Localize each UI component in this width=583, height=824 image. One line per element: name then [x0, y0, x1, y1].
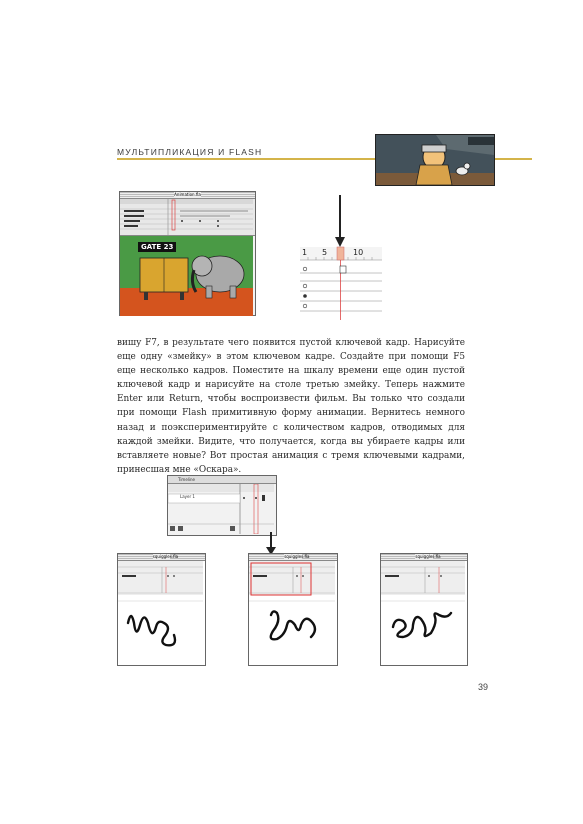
frame-screenshot-3: [380, 553, 468, 666]
header-illustration: [375, 134, 495, 186]
page-number: 39: [478, 682, 489, 692]
window-title: Animation.fla: [174, 192, 201, 197]
ruler-label-1: 1: [302, 248, 308, 257]
timeline-panel: [120, 199, 255, 236]
timeline-panel-screenshot: [167, 475, 277, 536]
layer-name: Layer 1: [180, 494, 195, 499]
window-title-3: squiggles.fla: [415, 554, 441, 559]
timeline-panel-title: Timeline: [178, 477, 196, 482]
section-title: МУЛЬТИПЛИКАЦИЯ И FLASH: [117, 147, 263, 157]
frame-screenshot-1: [117, 553, 206, 666]
frame-screenshot-2: [248, 553, 338, 666]
gate-sign: GATE 23: [138, 242, 176, 252]
ruler-label-10: 10: [353, 248, 364, 257]
ruler-label-5: 5: [322, 248, 328, 257]
body-paragraph: вишу F7, в результате чего появится пустой ключевой кадр. Нарисуйте еще одну «змейку» в этом ключевом кадре. Создайте при помощи F5 еще несколько кадров. Поместите на шкалу времени еще один пустой ключевой кадр и нарисуйте на столе третью змейку. Теперь нажмите Enter или Return, чтобы воспроизвести фильм. Вы только что создали при помощи Flash примитивную форму анимации. Вернитесь немного назад и поэкспериментируйте с количеством кадров, отводимых для каждой змейки. Видите, что получается, когда вы убираете кадры или вставляете новые? Вот простая анимация с тремя ключевыми кадрами, принесшая мне «Оскара».: [117, 338, 465, 475]
flash-window-screenshot: [119, 191, 256, 316]
window-title-2: squiggles.fla: [284, 554, 310, 559]
stage-artwork: [120, 236, 255, 316]
window-title-1: squiggles.fla: [152, 554, 179, 559]
timeline-zoom-figure: [300, 195, 382, 320]
